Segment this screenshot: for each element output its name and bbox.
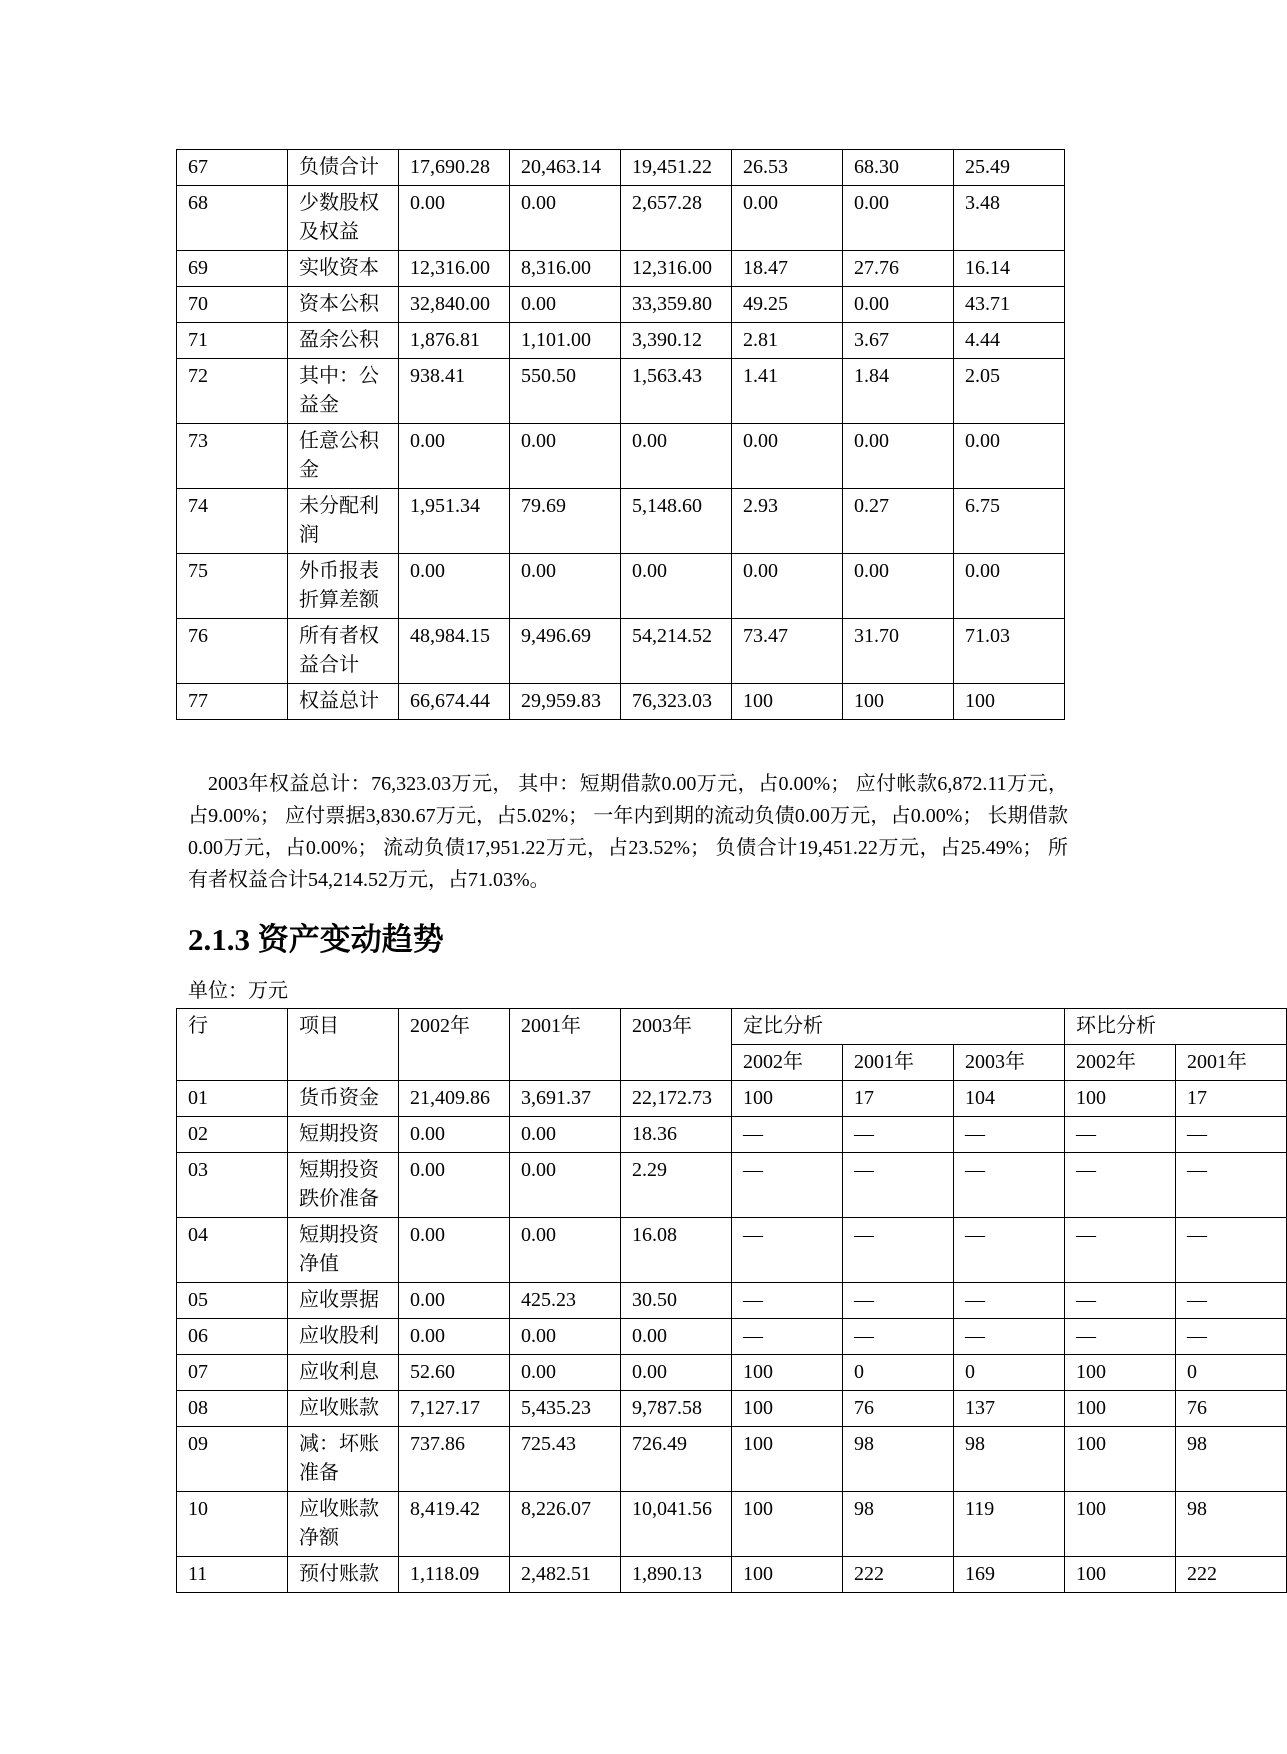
row-number-cell: 69	[177, 251, 288, 287]
table-row	[177, 1427, 1287, 1492]
value-cell: 98	[1176, 1492, 1287, 1557]
value-cell: 2.93	[732, 489, 843, 554]
table-row	[177, 619, 1065, 684]
table-row	[177, 424, 1065, 489]
row-number-cell: 03	[177, 1153, 288, 1218]
row-number-cell: 06	[177, 1319, 288, 1355]
value-cell: 0.00	[621, 424, 732, 489]
value-cell: 100	[732, 684, 843, 720]
value-cell: 2,657.28	[621, 186, 732, 251]
value-cell: 104	[954, 1081, 1065, 1117]
value-cell: 100	[1065, 1427, 1176, 1492]
value-cell: 9,787.58	[621, 1391, 732, 1427]
value-cell: 222	[843, 1557, 954, 1593]
equity-table	[176, 149, 1065, 720]
row-number-cell: 01	[177, 1081, 288, 1117]
item-name-cell: 应收利息	[288, 1355, 399, 1391]
table-row	[177, 186, 1065, 251]
table-row	[177, 1081, 1287, 1117]
value-cell: 550.50	[510, 359, 621, 424]
value-cell: 3.48	[954, 186, 1065, 251]
value-cell: 938.41	[399, 359, 510, 424]
value-cell: 8,419.42	[399, 1492, 510, 1557]
value-cell: 100	[732, 1492, 843, 1557]
value-cell: 3.67	[843, 323, 954, 359]
value-cell: —	[954, 1283, 1065, 1319]
item-name-cell: 盈余公积	[288, 323, 399, 359]
value-cell: 43.71	[954, 287, 1065, 323]
value-cell: 0.00	[732, 554, 843, 619]
value-cell: —	[954, 1319, 1065, 1355]
value-cell: 27.76	[843, 251, 954, 287]
table-row	[177, 1492, 1287, 1557]
value-cell: 1.84	[843, 359, 954, 424]
row-number-cell: 70	[177, 287, 288, 323]
header-2002: 2002年	[399, 1009, 510, 1081]
item-name-cell: 应收股利	[288, 1319, 399, 1355]
value-cell: 16.14	[954, 251, 1065, 287]
table-row	[177, 489, 1065, 554]
value-cell: 0.00	[954, 424, 1065, 489]
table-row	[177, 684, 1065, 720]
value-cell: 29,959.83	[510, 684, 621, 720]
value-cell: 725.43	[510, 1427, 621, 1492]
value-cell: 119	[954, 1492, 1065, 1557]
value-cell: 0.00	[843, 287, 954, 323]
row-number-cell: 09	[177, 1427, 288, 1492]
value-cell: 0.00	[510, 287, 621, 323]
value-cell: —	[954, 1117, 1065, 1153]
value-cell: 76	[1176, 1391, 1287, 1427]
value-cell: —	[843, 1218, 954, 1283]
value-cell: 98	[843, 1492, 954, 1557]
row-number-cell: 77	[177, 684, 288, 720]
value-cell: 0.00	[621, 554, 732, 619]
row-number-cell: 75	[177, 554, 288, 619]
table-row	[177, 323, 1065, 359]
header-2001: 2001年	[510, 1009, 621, 1081]
value-cell: 0.00	[399, 1319, 510, 1355]
value-cell: 0.00	[843, 424, 954, 489]
value-cell: 0.00	[843, 186, 954, 251]
value-cell: 68.30	[843, 150, 954, 186]
value-cell: 100	[1065, 1391, 1176, 1427]
subheader-fixed-2003: 2003年	[954, 1045, 1065, 1081]
item-name-cell: 短期投资净值	[288, 1218, 399, 1283]
item-name-cell: 短期投资	[288, 1117, 399, 1153]
row-number-cell: 08	[177, 1391, 288, 1427]
section-title: 2.1.3 资产变动趋势	[188, 922, 444, 957]
value-cell: 3,691.37	[510, 1081, 621, 1117]
item-name-cell: 应收票据	[288, 1283, 399, 1319]
subheader-chain-2001: 2001年	[1176, 1045, 1287, 1081]
value-cell: —	[732, 1319, 843, 1355]
value-cell: 26.53	[732, 150, 843, 186]
item-name-cell: 实收资本	[288, 251, 399, 287]
header-chain-analysis: 环比分析	[1065, 1009, 1287, 1045]
table-row	[177, 1218, 1287, 1283]
value-cell: 737.86	[399, 1427, 510, 1492]
value-cell: 98	[954, 1427, 1065, 1492]
value-cell: 18.36	[621, 1117, 732, 1153]
value-cell: —	[843, 1117, 954, 1153]
subheader-fixed-2001: 2001年	[843, 1045, 954, 1081]
value-cell: —	[843, 1283, 954, 1319]
value-cell: 25.49	[954, 150, 1065, 186]
item-name-cell: 未分配利润	[288, 489, 399, 554]
value-cell: 21,409.86	[399, 1081, 510, 1117]
subheader-fixed-2002: 2002年	[732, 1045, 843, 1081]
value-cell: 1,890.13	[621, 1557, 732, 1593]
item-name-cell: 资本公积	[288, 287, 399, 323]
value-cell: —	[954, 1218, 1065, 1283]
value-cell: —	[732, 1117, 843, 1153]
value-cell: 17	[1176, 1081, 1287, 1117]
value-cell: 98	[843, 1427, 954, 1492]
value-cell: —	[1065, 1283, 1176, 1319]
table-row	[177, 1117, 1287, 1153]
row-number-cell: 02	[177, 1117, 288, 1153]
table-row	[177, 1391, 1287, 1427]
value-cell: 73.47	[732, 619, 843, 684]
value-cell: 0.00	[843, 554, 954, 619]
item-name-cell: 短期投资跌价准备	[288, 1153, 399, 1218]
value-cell: —	[1176, 1153, 1287, 1218]
row-number-cell: 74	[177, 489, 288, 554]
header-2003: 2003年	[621, 1009, 732, 1081]
item-name-cell: 任意公积金	[288, 424, 399, 489]
value-cell: 0	[954, 1355, 1065, 1391]
value-cell: 8,316.00	[510, 251, 621, 287]
value-cell: —	[1176, 1218, 1287, 1283]
item-name-cell: 货币资金	[288, 1081, 399, 1117]
value-cell: 33,359.80	[621, 287, 732, 323]
value-cell: 0.00	[954, 554, 1065, 619]
value-cell: 2,482.51	[510, 1557, 621, 1593]
value-cell: —	[1065, 1218, 1176, 1283]
value-cell: 2.05	[954, 359, 1065, 424]
value-cell: 100	[732, 1081, 843, 1117]
value-cell: 726.49	[621, 1427, 732, 1492]
row-number-cell: 68	[177, 186, 288, 251]
table-row	[177, 1319, 1287, 1355]
value-cell: 0.00	[399, 1218, 510, 1283]
value-cell: 52.60	[399, 1355, 510, 1391]
value-cell: 100	[1065, 1557, 1176, 1593]
table-row	[177, 1283, 1287, 1319]
value-cell: 6.75	[954, 489, 1065, 554]
row-number-cell: 11	[177, 1557, 288, 1593]
value-cell: 1,876.81	[399, 323, 510, 359]
value-cell: 71.03	[954, 619, 1065, 684]
value-cell: 0.00	[399, 1117, 510, 1153]
value-cell: 100	[732, 1355, 843, 1391]
value-cell: 20,463.14	[510, 150, 621, 186]
value-cell: 22,172.73	[621, 1081, 732, 1117]
value-cell: 7,127.17	[399, 1391, 510, 1427]
table-row	[177, 359, 1065, 424]
value-cell: 4.44	[954, 323, 1065, 359]
value-cell: —	[843, 1153, 954, 1218]
value-cell: —	[1065, 1319, 1176, 1355]
value-cell: 1,118.09	[399, 1557, 510, 1593]
value-cell: 100	[1065, 1081, 1176, 1117]
item-name-cell: 外币报表折算差额	[288, 554, 399, 619]
value-cell: 0.00	[399, 186, 510, 251]
table-row	[177, 287, 1065, 323]
value-cell: 9,496.69	[510, 619, 621, 684]
value-cell: 48,984.15	[399, 619, 510, 684]
value-cell: 0.00	[510, 1153, 621, 1218]
value-cell: 0.00	[732, 186, 843, 251]
value-cell: 98	[1176, 1427, 1287, 1492]
value-cell: 0.00	[510, 554, 621, 619]
table-row	[177, 1557, 1287, 1593]
value-cell: 12,316.00	[399, 251, 510, 287]
value-cell: 0.00	[399, 424, 510, 489]
value-cell: 66,674.44	[399, 684, 510, 720]
value-cell: 79.69	[510, 489, 621, 554]
value-cell: 18.47	[732, 251, 843, 287]
equity-summary-paragraph: 2003年权益总计：76,323.03万元， 其中：短期借款0.00万元，占0.00%； 应付帐款6,872.11万元，占9.00%； 应付票据3,830.67万元，占5.02%； 一年内到期的流动负债0.00万元，占0.00%； 长期借款0.00万元，占0.00%； 流动负债17,951.22万元，占23.52%； 负债合计19,451.22万元，占25.49%； 所有者权益合计54,214.52万元，占71.03%。	[188, 773, 1068, 891]
item-name-cell: 预付账款	[288, 1557, 399, 1593]
value-cell: —	[1065, 1117, 1176, 1153]
value-cell: —	[732, 1218, 843, 1283]
row-number-cell: 05	[177, 1283, 288, 1319]
value-cell: 31.70	[843, 619, 954, 684]
value-cell: 100	[732, 1427, 843, 1492]
table-row	[177, 1153, 1287, 1218]
value-cell: 0.00	[510, 1319, 621, 1355]
value-cell: 0.00	[399, 1153, 510, 1218]
value-cell: 2.81	[732, 323, 843, 359]
value-cell: 100	[732, 1557, 843, 1593]
value-cell: 0	[843, 1355, 954, 1391]
value-cell: 100	[1065, 1492, 1176, 1557]
value-cell: 100	[1065, 1355, 1176, 1391]
value-cell: 32,840.00	[399, 287, 510, 323]
value-cell: 3,390.12	[621, 323, 732, 359]
value-cell: 0.00	[621, 1355, 732, 1391]
item-name-cell: 其中：公益金	[288, 359, 399, 424]
item-name-cell: 应收账款	[288, 1391, 399, 1427]
value-cell: 30.50	[621, 1283, 732, 1319]
row-number-cell: 04	[177, 1218, 288, 1283]
row-number-cell: 10	[177, 1492, 288, 1557]
value-cell: 0.00	[510, 1355, 621, 1391]
subheader-chain-2002: 2002年	[1065, 1045, 1176, 1081]
value-cell: —	[954, 1153, 1065, 1218]
row-number-cell: 72	[177, 359, 288, 424]
value-cell: 54,214.52	[621, 619, 732, 684]
header-row-number: 行	[177, 1009, 288, 1081]
value-cell: 17,690.28	[399, 150, 510, 186]
value-cell: 10,041.56	[621, 1492, 732, 1557]
value-cell: 169	[954, 1557, 1065, 1593]
table-row	[177, 1355, 1287, 1391]
value-cell: 0.27	[843, 489, 954, 554]
value-cell: 8,226.07	[510, 1492, 621, 1557]
value-cell: 0.00	[510, 424, 621, 489]
table-row	[177, 150, 1065, 186]
value-cell: 425.23	[510, 1283, 621, 1319]
item-name-cell: 减：坏账准备	[288, 1427, 399, 1492]
value-cell: 0.00	[510, 186, 621, 251]
row-number-cell: 73	[177, 424, 288, 489]
value-cell: 0.00	[510, 1218, 621, 1283]
value-cell: 0.00	[399, 1283, 510, 1319]
value-cell: 5,148.60	[621, 489, 732, 554]
item-name-cell: 应收账款净额	[288, 1492, 399, 1557]
value-cell: 137	[954, 1391, 1065, 1427]
value-cell: —	[1176, 1283, 1287, 1319]
value-cell: 100	[732, 1391, 843, 1427]
value-cell: 0.00	[510, 1117, 621, 1153]
value-cell: 100	[843, 684, 954, 720]
value-cell: 222	[1176, 1557, 1287, 1593]
value-cell: 0.00	[399, 554, 510, 619]
header-item: 项目	[288, 1009, 399, 1081]
value-cell: 1,101.00	[510, 323, 621, 359]
value-cell: 1,563.43	[621, 359, 732, 424]
value-cell: —	[732, 1153, 843, 1218]
value-cell: 0.00	[732, 424, 843, 489]
unit-label: 单位：万元	[188, 980, 288, 1002]
table-row	[177, 554, 1065, 619]
value-cell: 100	[954, 684, 1065, 720]
value-cell: —	[843, 1319, 954, 1355]
value-cell: 76	[843, 1391, 954, 1427]
row-number-cell: 71	[177, 323, 288, 359]
header-fixed-base-analysis: 定比分析	[732, 1009, 1065, 1045]
value-cell: 76,323.03	[621, 684, 732, 720]
row-number-cell: 07	[177, 1355, 288, 1391]
row-number-cell: 67	[177, 150, 288, 186]
value-cell: 0.00	[621, 1319, 732, 1355]
asset-trend-table	[176, 1008, 1287, 1593]
table-row	[177, 251, 1065, 287]
item-name-cell: 少数股权及权益	[288, 186, 399, 251]
value-cell: 2.29	[621, 1153, 732, 1218]
value-cell: 12,316.00	[621, 251, 732, 287]
value-cell: 1,951.34	[399, 489, 510, 554]
value-cell: —	[1176, 1117, 1287, 1153]
value-cell: 17	[843, 1081, 954, 1117]
value-cell: 5,435.23	[510, 1391, 621, 1427]
value-cell: —	[1176, 1319, 1287, 1355]
value-cell: 0	[1176, 1355, 1287, 1391]
value-cell: —	[732, 1283, 843, 1319]
value-cell: 1.41	[732, 359, 843, 424]
row-number-cell: 76	[177, 619, 288, 684]
value-cell: 19,451.22	[621, 150, 732, 186]
item-name-cell: 权益总计	[288, 684, 399, 720]
item-name-cell: 负债合计	[288, 150, 399, 186]
value-cell: 49.25	[732, 287, 843, 323]
table-header-row	[177, 1009, 1287, 1045]
value-cell: 16.08	[621, 1218, 732, 1283]
value-cell: —	[1065, 1153, 1176, 1218]
item-name-cell: 所有者权益合计	[288, 619, 399, 684]
